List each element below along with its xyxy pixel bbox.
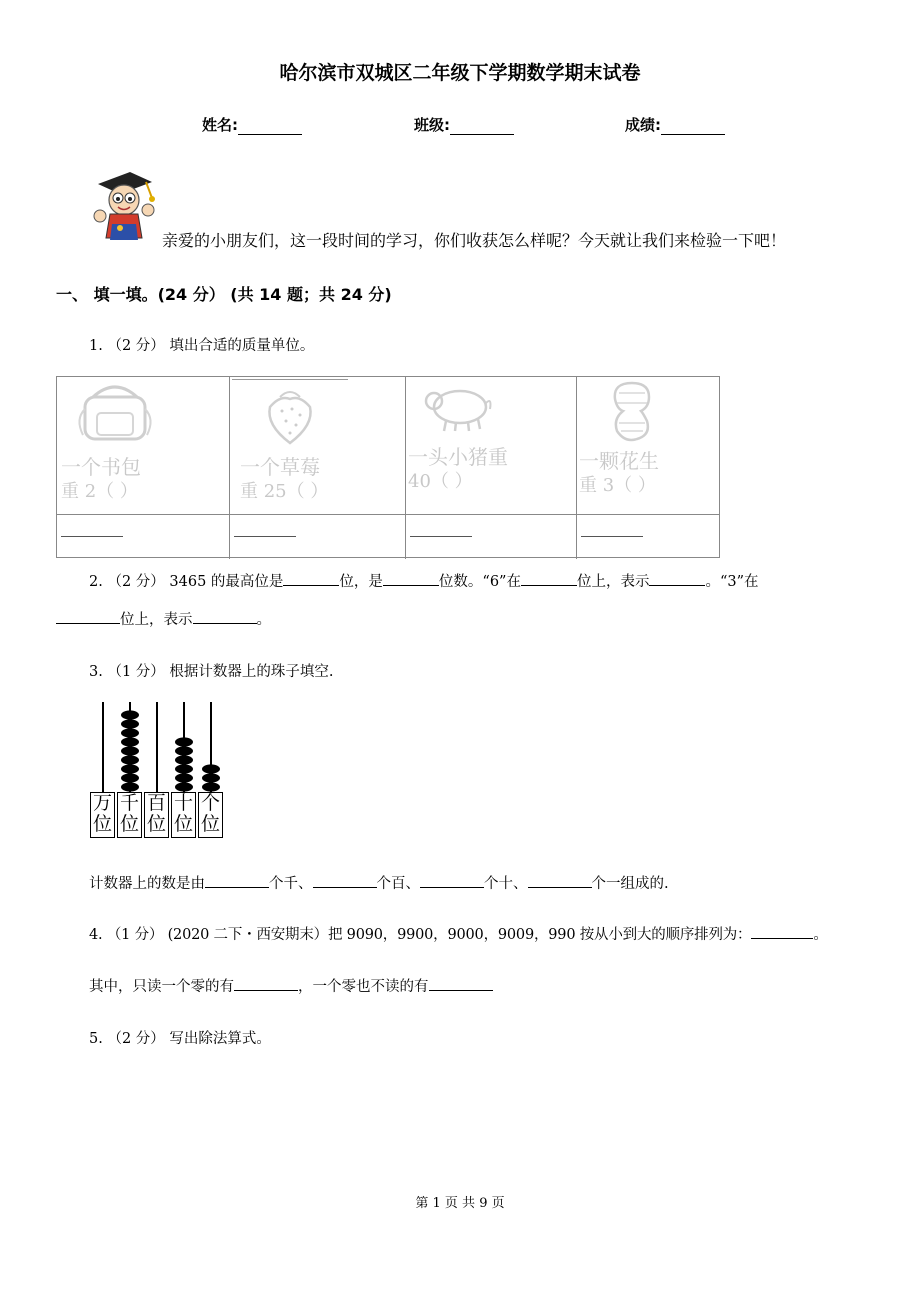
item-3-line1: 一头小猪重 [408, 445, 508, 469]
q2-text-c: 位数。“6”在 [438, 574, 521, 590]
question-4-line1 [89, 923, 828, 944]
item-3-line2: 40（ ） [408, 471, 473, 492]
abacus-bead [121, 773, 139, 782]
item-2-line2: 重 25（ ） [240, 481, 329, 502]
q2-text-b: 位，是 [339, 574, 383, 590]
q2-blank-3[interactable] [521, 571, 577, 587]
item-4-line2: 重 3（ ） [579, 475, 656, 496]
class-field [414, 114, 514, 135]
abacus-label-2 [117, 792, 142, 838]
class-blank[interactable] [450, 118, 514, 135]
abacus-label-char: 位 [146, 813, 166, 835]
abacus-label-5 [198, 792, 223, 838]
score-blank[interactable] [661, 118, 725, 135]
question-3-text: 3. （1 分） 根据计数器上的珠子填空. [89, 664, 334, 680]
q4-text-a: 4. （1 分） (2020 二下・西安期末）把 9090，9900，9000，9009，990 按从小到大的顺序排列为： [89, 927, 752, 943]
picture-cell-schoolbag [57, 377, 230, 514]
answer-cell-2[interactable] [230, 514, 406, 559]
abacus-bead [121, 764, 139, 773]
q4-blank-2[interactable] [234, 976, 298, 992]
picture-cell-peanut [577, 377, 719, 514]
abacus-label-char: 十 [173, 792, 193, 814]
abacus-label-char: 位 [92, 813, 112, 835]
abacus-label-char: 个 [200, 792, 220, 814]
abacus-bead [121, 746, 139, 755]
name-label: 姓名: [202, 116, 238, 134]
pig-icon [422, 381, 494, 433]
q3-text-e: 个一组成的. [591, 876, 669, 892]
q2-blank-2[interactable] [383, 571, 439, 587]
q2-blank-1[interactable] [283, 571, 339, 587]
score-field [625, 114, 725, 135]
page-title: 哈尔滨市双城区二年级下学期数学期末试卷 [279, 62, 641, 84]
peanut-icon [607, 379, 657, 443]
question-1-table [56, 376, 720, 558]
abacus-bead [202, 773, 220, 782]
answer-cell-3[interactable] [406, 514, 577, 559]
class-label: 班级: [414, 116, 450, 134]
q4-blank-3[interactable] [429, 976, 493, 992]
abacus-label-char: 位 [173, 813, 193, 835]
q2-text-d: 位上，表示 [576, 574, 650, 590]
abacus-label-3 [144, 792, 169, 838]
q3-blank-3[interactable] [420, 873, 484, 889]
abacus-bead [175, 773, 193, 782]
abacus-label-char: 位 [119, 813, 139, 835]
question-1-text: 1. （2 分） 填出合适的质量单位。 [89, 338, 315, 354]
abacus-bead [121, 737, 139, 746]
q4-text-d: ，一个零也不读的有 [298, 979, 429, 995]
question-4-line2 [89, 975, 493, 996]
abacus-label-char: 百 [146, 792, 166, 814]
q2-text-g: 。 [256, 612, 271, 628]
q3-text-c: 个百、 [376, 876, 420, 892]
abacus-bead [175, 755, 193, 764]
q3-text-d: 个十、 [484, 876, 528, 892]
name-field [202, 114, 302, 135]
q2-text-e: 。“3”在 [705, 574, 759, 590]
abacus-counter [90, 700, 230, 842]
q2-text-f: 位上，表示 [120, 612, 193, 628]
answer-cell-4[interactable] [577, 514, 719, 559]
abacus-bead [175, 782, 193, 791]
q3-text-b: 个千、 [269, 876, 313, 892]
item-1-line2: 重 2（ ） [61, 481, 138, 502]
q3-blank-1[interactable] [205, 873, 269, 889]
abacus-label-char: 千 [119, 792, 139, 814]
question-2-line2 [56, 608, 271, 629]
q2-text-a: 2. （2 分） 3465 的最高位是 [89, 574, 284, 590]
page-footer: 第 1 页 共 9 页 [415, 1196, 505, 1211]
abacus-label-char: 位 [200, 813, 220, 835]
q2-blank-4[interactable] [649, 571, 705, 587]
abacus-bead [121, 710, 139, 719]
abacus-label-1 [90, 792, 115, 838]
q4-blank-1[interactable] [751, 924, 813, 940]
abacus-bead [121, 755, 139, 764]
abacus-bead [175, 737, 193, 746]
q2-blank-6[interactable] [193, 609, 257, 625]
abacus-bead [202, 782, 220, 791]
q4-text-b: 。 [813, 927, 828, 943]
q3-blank-4[interactable] [528, 873, 592, 889]
abacus-label-4 [171, 792, 196, 838]
name-blank[interactable] [238, 118, 302, 135]
item-2-line1: 一个草莓 [240, 455, 320, 479]
item-4-line1: 一颗花生 [579, 449, 659, 473]
mascot-illustration [90, 168, 162, 244]
q3-text-a: 计数器上的数是由 [89, 876, 205, 892]
score-label: 成绩: [625, 116, 661, 134]
schoolbag-icon [71, 379, 159, 443]
abacus-bead [202, 764, 220, 773]
abacus-bead [121, 782, 139, 791]
question-2-line1 [89, 570, 759, 591]
question-3-answer-line [89, 872, 669, 893]
q4-text-c: 其中，只读一个零的有 [89, 979, 234, 995]
q3-blank-2[interactable] [313, 873, 377, 889]
strawberry-icon [260, 387, 320, 447]
abacus-bead [175, 764, 193, 773]
question-5-text: 5. （2 分） 写出除法算式。 [89, 1031, 271, 1047]
abacus-rods [90, 700, 230, 796]
abacus-bead [175, 746, 193, 755]
item-1-line1: 一个书包 [61, 455, 141, 479]
abacus-bead [121, 728, 139, 737]
answer-cell-1[interactable] [57, 514, 230, 559]
picture-cell-strawberry [230, 377, 406, 514]
q2-blank-5[interactable] [56, 609, 120, 625]
abacus-bead [121, 719, 139, 728]
greeting-text: 亲爱的小朋友们，这一段时间的学习，你们收获怎么样呢？今天就让我们来检验一下吧！ [162, 231, 787, 250]
section-heading-1: 一、 填一填。(24 分） (共 14 题；共 24 分) [56, 285, 392, 304]
abacus-label-char: 万 [92, 792, 112, 814]
picture-cell-pig [406, 377, 577, 514]
